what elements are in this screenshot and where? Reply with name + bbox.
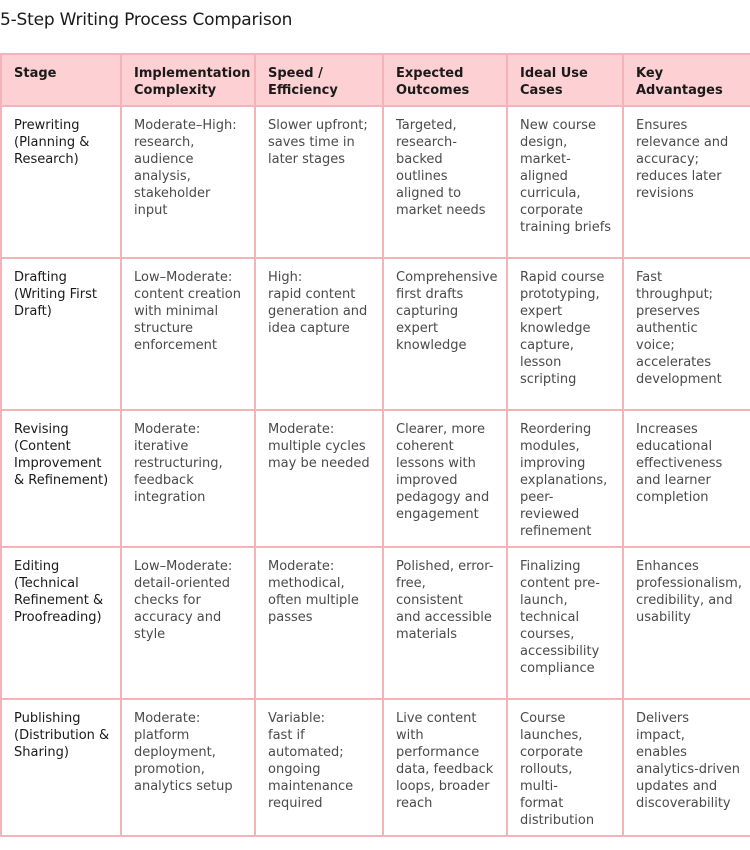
table-cell: Rapid course prototyping, expert knowledge capture, lesson scripting bbox=[507, 258, 623, 410]
table-cell: New course design, market- aligned curricula, corporate training briefs bbox=[507, 106, 623, 258]
header-implementation-complexity: Implementation Complexity bbox=[121, 54, 255, 106]
table-cell: Low–Moderate: detail-oriented checks for accuracy and style bbox=[121, 547, 255, 699]
table-cell: Comprehensive first drafts capturing expert knowledge bbox=[383, 258, 507, 410]
table-cell: High: rapid content generation and idea capture bbox=[255, 258, 383, 410]
table-cell: Enhances professionalism, credibility, and usability bbox=[623, 547, 750, 699]
table-cell: Slower upfront; saves time in later stages bbox=[255, 106, 383, 258]
table-cell: Moderate: platform deployment, promotion, analytics setup bbox=[121, 699, 255, 836]
header-ideal-use-cases: Ideal Use Cases bbox=[507, 54, 623, 106]
table-cell: Live content with performance data, feedback loops, broader reach bbox=[383, 699, 507, 836]
table-row bbox=[1, 410, 750, 547]
header-expected-outcomes: Expected Outcomes bbox=[383, 54, 507, 106]
stage-cell: Editing (Technical Refinement & Proofreading) bbox=[1, 547, 121, 699]
stage-cell: Prewriting (Planning & Research) bbox=[1, 106, 121, 258]
table-row bbox=[1, 699, 750, 836]
table-cell: Ensures relevance and accuracy; reduces later revisions bbox=[623, 106, 750, 258]
table-row bbox=[1, 106, 750, 258]
stage-cell: Revising (Content Improvement & Refinement) bbox=[1, 410, 121, 547]
table-cell: Moderate: methodical, often multiple passes bbox=[255, 547, 383, 699]
header-stage: Stage bbox=[1, 54, 121, 106]
table-header-row bbox=[1, 54, 750, 106]
table-cell: Finalizing content pre- launch, technical courses, accessibility compliance bbox=[507, 547, 623, 699]
table-cell: Reordering modules, improving explanations, peer-reviewed refinement bbox=[507, 410, 623, 547]
table-cell: Moderate–High: research, audience analysis, stakeholder input bbox=[121, 106, 255, 258]
table-cell: Variable: fast if automated; ongoing maintenance required bbox=[255, 699, 383, 836]
table-cell: Increases educational effectiveness and learner completion bbox=[623, 410, 750, 547]
stage-cell: Drafting (Writing First Draft) bbox=[1, 258, 121, 410]
table-cell: Moderate: multiple cycles may be needed bbox=[255, 410, 383, 547]
table-cell: Polished, error- free, consistent and accessible materials bbox=[383, 547, 507, 699]
table-cell: Course launches, corporate rollouts, multi- format distribution bbox=[507, 699, 623, 836]
table-cell: Moderate: iterative restructuring, feedback integration bbox=[121, 410, 255, 547]
table-cell: Clearer, more coherent lessons with improved pedagogy and engagement bbox=[383, 410, 507, 547]
comparison-table bbox=[0, 53, 750, 837]
table-cell: Low–Moderate: content creation with minimal structure enforcement bbox=[121, 258, 255, 410]
table-row bbox=[1, 547, 750, 699]
page-title: 5-Step Writing Process Comparison bbox=[0, 10, 293, 30]
table-cell: Targeted, research- backed outlines aligned to market needs bbox=[383, 106, 507, 258]
header-speed-efficiency: Speed / Efficiency bbox=[255, 54, 383, 106]
table-cell: Fast throughput; preserves authentic voice; accelerates development bbox=[623, 258, 750, 410]
header-key-advantages: Key Advantages bbox=[623, 54, 750, 106]
table-cell: Delivers impact, enables analytics-driven updates and discoverability bbox=[623, 699, 750, 836]
table-row bbox=[1, 258, 750, 410]
stage-cell: Publishing (Distribution & Sharing) bbox=[1, 699, 121, 836]
